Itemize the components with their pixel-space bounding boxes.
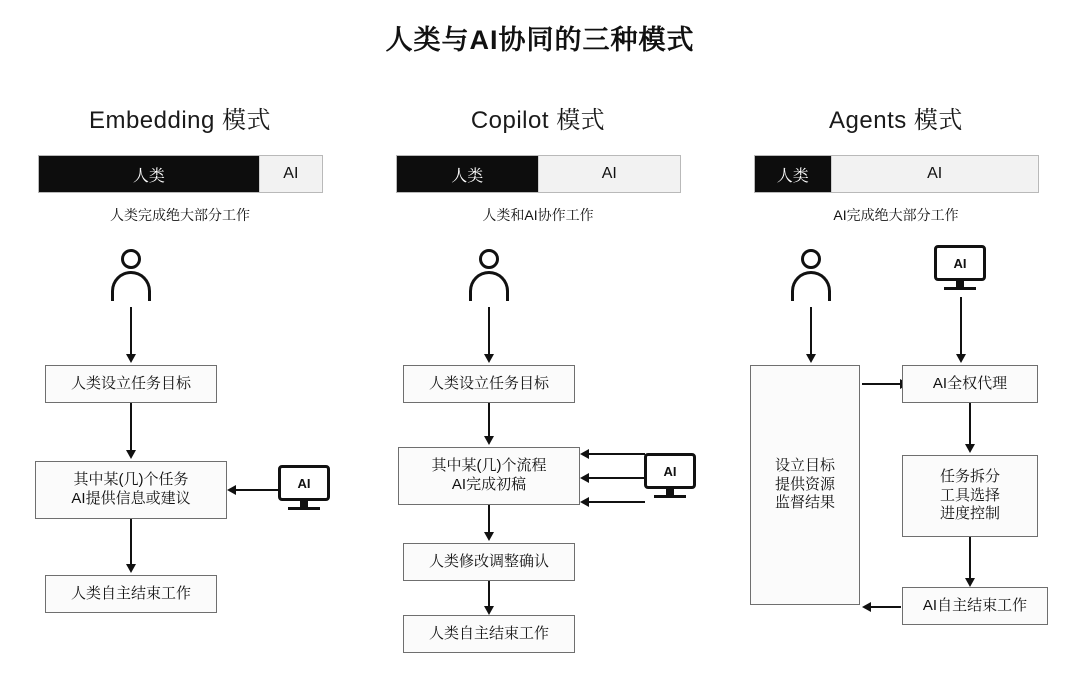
ratio-human-segment: 人类 bbox=[397, 156, 539, 192]
step-box-2-line-1: 任务拆分 bbox=[939, 467, 1000, 485]
step-box-2 bbox=[902, 455, 1038, 537]
ratio-bar-copilot bbox=[396, 155, 681, 193]
person-body bbox=[791, 271, 831, 301]
flow-embedding bbox=[10, 235, 350, 655]
arrow-ai-to-step2-top bbox=[589, 453, 645, 455]
arrow-step2-to-step3 bbox=[969, 537, 971, 579]
step-box-2-line-1: 其中某(几)个流程 bbox=[431, 457, 547, 475]
person-icon bbox=[788, 249, 834, 305]
arrow-step3-to-human-panel bbox=[871, 606, 901, 608]
monitor-base bbox=[944, 287, 976, 290]
ratio-caption-copilot: 人类和AI协作工作 bbox=[482, 207, 594, 223]
person-head bbox=[801, 249, 821, 269]
column-title-agents: Agents 模式 bbox=[829, 107, 963, 134]
column-agents bbox=[726, 100, 1066, 655]
column-title-copilot: Copilot 模式 bbox=[470, 107, 606, 134]
person-body bbox=[469, 271, 509, 301]
person-head bbox=[121, 249, 141, 269]
person-icon bbox=[108, 249, 154, 305]
arrow-person-to-step1 bbox=[488, 307, 490, 355]
monitor-ai-icon bbox=[278, 465, 334, 513]
monitor-screen: AI bbox=[934, 245, 986, 281]
step-box-2 bbox=[398, 447, 580, 505]
step-box-3 bbox=[902, 587, 1048, 625]
flow-agents bbox=[726, 235, 1066, 655]
monitor-screen: AI bbox=[278, 465, 330, 501]
human-panel-line-2: 提供资源 bbox=[774, 475, 835, 493]
step-box-3-line-1: AI自主结束工作 bbox=[922, 596, 1028, 614]
step-box-3 bbox=[45, 575, 217, 613]
step-box-1 bbox=[45, 365, 217, 403]
step-box-2-line-2: AI完成初稿 bbox=[451, 476, 527, 493]
column-copilot bbox=[368, 100, 708, 655]
monitor-screen: AI bbox=[644, 453, 696, 489]
arrow-step1-to-step2 bbox=[969, 403, 971, 445]
flow-copilot bbox=[368, 235, 708, 655]
ratio-caption-agents: AI完成绝大部分工作 bbox=[833, 207, 959, 223]
ratio-bar-agents bbox=[754, 155, 1039, 193]
arrow-step3-to-step4 bbox=[488, 581, 490, 607]
ratio-ai-segment: AI bbox=[831, 156, 1038, 192]
ratio-human-segment: 人类 bbox=[39, 156, 260, 192]
step-box-4 bbox=[403, 615, 575, 653]
monitor-base bbox=[654, 495, 686, 498]
arrow-person-to-step1 bbox=[130, 307, 132, 355]
arrow-person-to-human-panel bbox=[810, 307, 812, 355]
monitor-base bbox=[288, 507, 320, 510]
step-box-1-line-1: AI全权代理 bbox=[932, 374, 1008, 392]
step-box-3 bbox=[403, 543, 575, 581]
person-icon bbox=[466, 249, 512, 305]
arrow-step2-to-step3 bbox=[130, 519, 132, 565]
step-box-1 bbox=[403, 365, 575, 403]
step-box-1-line-1: 人类设立任务目标 bbox=[70, 374, 191, 392]
arrow-ai-to-step2 bbox=[236, 489, 280, 491]
arrow-ai-to-step2-bottom bbox=[589, 501, 645, 503]
ratio-bar-embedding bbox=[38, 155, 323, 193]
ratio-ai-segment: AI bbox=[538, 156, 680, 192]
human-panel-line-1: 设立目标 bbox=[774, 456, 835, 474]
step-box-1-line-1: 人类设立任务目标 bbox=[428, 374, 549, 392]
ratio-ai-segment: AI bbox=[259, 156, 321, 192]
step-box-2-line-3: 进度控制 bbox=[939, 505, 1000, 523]
arrow-step2-to-step3 bbox=[488, 505, 490, 533]
ratio-human-segment: 人类 bbox=[755, 156, 831, 192]
arrow-monitor-to-step1 bbox=[960, 297, 962, 355]
step-box-2-line-1: 其中某(几)个任务 bbox=[73, 471, 189, 489]
human-panel bbox=[750, 365, 860, 605]
step-box-3-line-1: 人类自主结束工作 bbox=[70, 584, 191, 602]
page-title: 人类与AI协同的三种模式 bbox=[385, 25, 695, 55]
person-head bbox=[479, 249, 499, 269]
arrow-step1-to-step2 bbox=[488, 403, 490, 437]
step-box-4-line-1: 人类自主结束工作 bbox=[428, 624, 549, 642]
monitor-ai-icon bbox=[644, 453, 700, 501]
step-box-2-line-2: 工具选择 bbox=[939, 486, 1000, 504]
step-box-2 bbox=[35, 461, 227, 519]
arrow-human-panel-to-step1 bbox=[862, 383, 900, 385]
column-embedding bbox=[10, 100, 350, 655]
step-box-3-line-1: 人类修改调整确认 bbox=[428, 552, 549, 570]
step-box-1 bbox=[902, 365, 1038, 403]
human-panel-line-3: 监督结果 bbox=[774, 494, 835, 512]
person-body bbox=[111, 271, 151, 301]
monitor-ai-icon bbox=[934, 245, 990, 293]
step-box-2-line-2: AI提供信息或建议 bbox=[71, 490, 191, 507]
arrow-ai-to-step2-mid bbox=[589, 477, 645, 479]
arrow-step1-to-step2 bbox=[130, 403, 132, 451]
column-title-embedding: Embedding 模式 bbox=[88, 107, 272, 134]
ratio-caption-embedding: 人类完成绝大部分工作 bbox=[110, 207, 250, 223]
